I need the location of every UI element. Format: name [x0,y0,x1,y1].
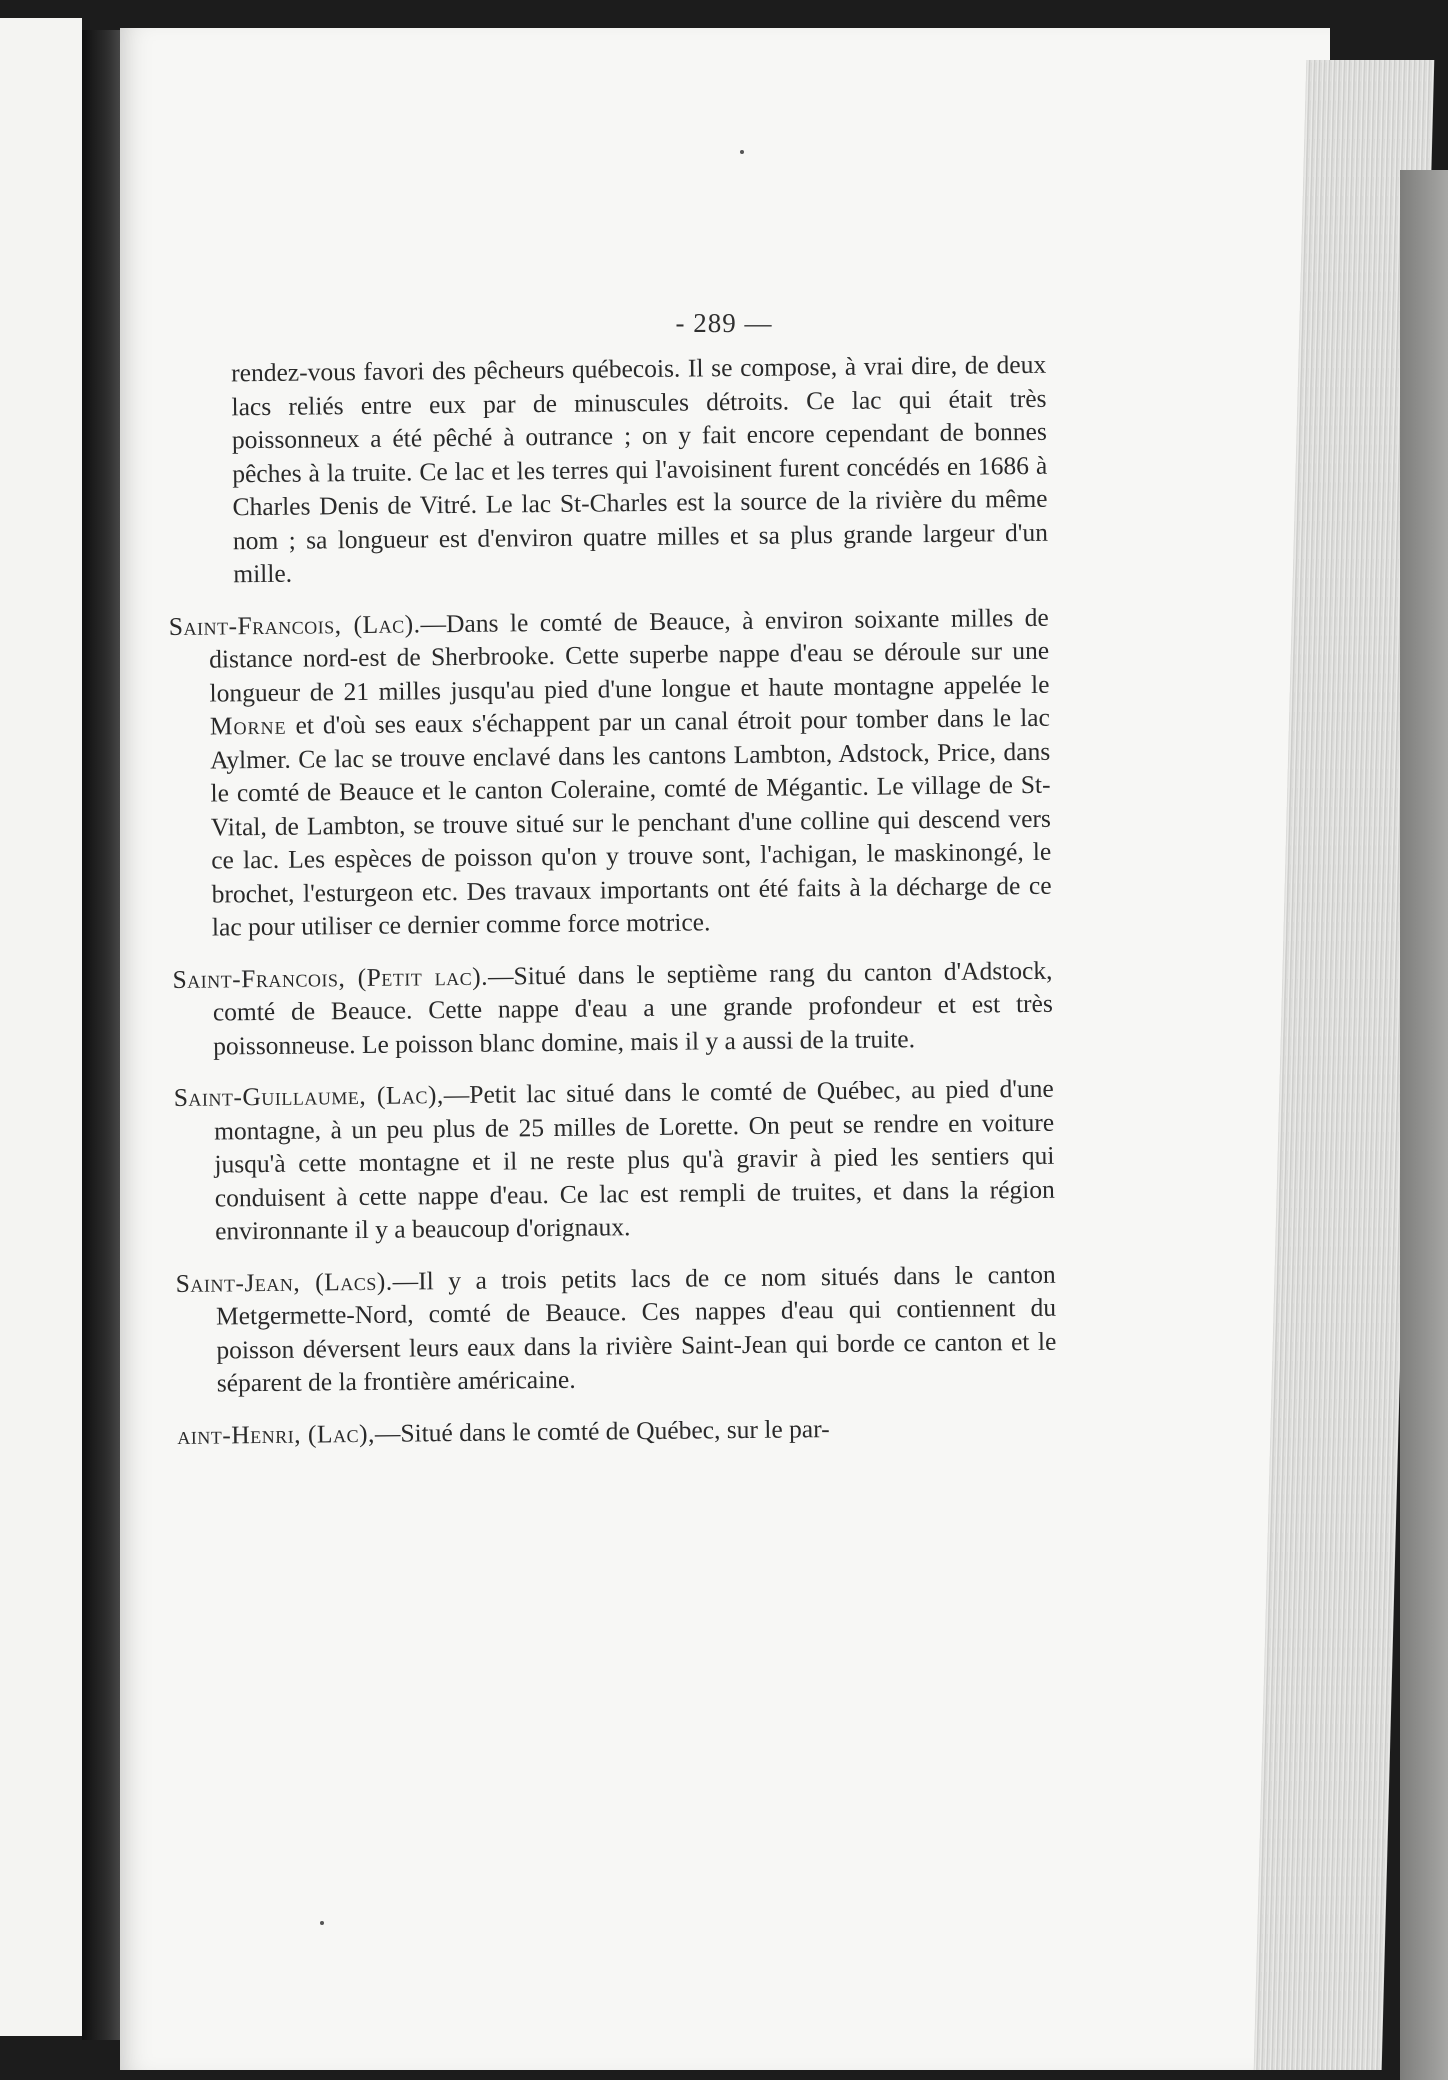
entry-saint-guillaume-lac [174,1072,1056,1249]
continued-paragraph: rendez-vous favori des pêcheurs québecois. Il se compose, à vrai dire, de deux lacs reliés entre eux par de minuscules détroits. Ce lac qui était très poissonneux a été pêché à outrance ; on y fait encore cependant de bonnes pêches à la truite. Ce lac et les terres qui l'avoisinent furent concédés en 1686 à Charles Denis de Vitré. Le lac St-Charles est la source de la rivière du même nom ; sa longueur est d'environ quatre milles et sa plus grande largeur d'un mille. [231,349,1049,589]
entry-heading: Saint-Francois, (Petit lac). [172,961,489,994]
page-text [166,348,1058,1470]
entry-body: —Situé dans le septième rang du canton d'Adstock, comté de Beauce. Cette nappe d'eau a une grande profondeur et est très poissonneuse. Le poisson blanc domine, mais il y a aussi de la truite. [212,955,1053,1061]
entry-smallcaps-term: Morne [209,710,287,741]
entry-body: —Situé dans le comté de Québec, sur le par- [374,1413,830,1448]
entry-heading: Saint-Jean, (Lacs). [175,1266,393,1298]
speck-mark [740,150,744,154]
entry-body: —Dans le comté de Beauce, à environ soixante milles de distance nord-est de Sherbrooke. Cette superbe nappe d'eau se déroule sur une longueur de 21 milles jusqu'au pied d'une longue et haute montagne appelée le [209,602,1050,708]
book-cover [1400,170,1448,2080]
entry-saint-francois-lac [169,600,1052,944]
page-number: - 289 — [675,308,773,338]
entry-heading: aint-Henri, (Lac), [177,1418,376,1450]
entry-body: —Petit lac situé dans le comté de Québec, au pied d'une montagne, à un peu plus de 25 milles de Lorette. On peut se rendre en voiture jusqu'à cette montagne et il ne reste plus qu'à gravir à pied les sentiers qui conduisent à cette nappe d'eau. Ce lac est rempli de truites, et dans la région environnante il y a beaucoup d'orignaux. [213,1073,1055,1246]
speck-mark [320,1921,324,1925]
entry-saint-francois-petit-lac [172,953,1053,1063]
entry-body: et d'où ses eaux s'échappent par un canal étroit pour tomber dans le lac Aylmer. Ce lac se trouve enclavé dans les cantons Lambton, Adstock, Price, dans le comté de Beauce et le canton Coleraine, comté de Mégantic. Le village de St-Vital, de Lambton, se trouve situé sur le penchant d'une colline qui descend vers ce lac. Les espèces de poisson qu'on y trouve sont, l'achigan, le maskinongé, le brochet, l'esturgeon etc. Des travaux importants ont été faits à la décharge de ce lac pour utiliser ce dernier comme force motrice. [210,702,1052,942]
entry-heading: Saint-Francois, (Lac). [168,608,421,641]
entry-saint-henri-lac [177,1409,1057,1452]
entry-body: —Il y a trois petits lacs de ce nom situés dans le canton Metgermette-Nord, comté de Beauce. Ces nappes d'eau qui contiennent du poisson déversent leurs eaux dans la rivière Saint-Jean qui borde ce canton et le séparent de la frontière américaine. [215,1259,1057,1398]
entry-saint-jean-lacs [176,1257,1057,1400]
entry-heading: Saint-Guillaume, (Lac), [173,1080,444,1112]
